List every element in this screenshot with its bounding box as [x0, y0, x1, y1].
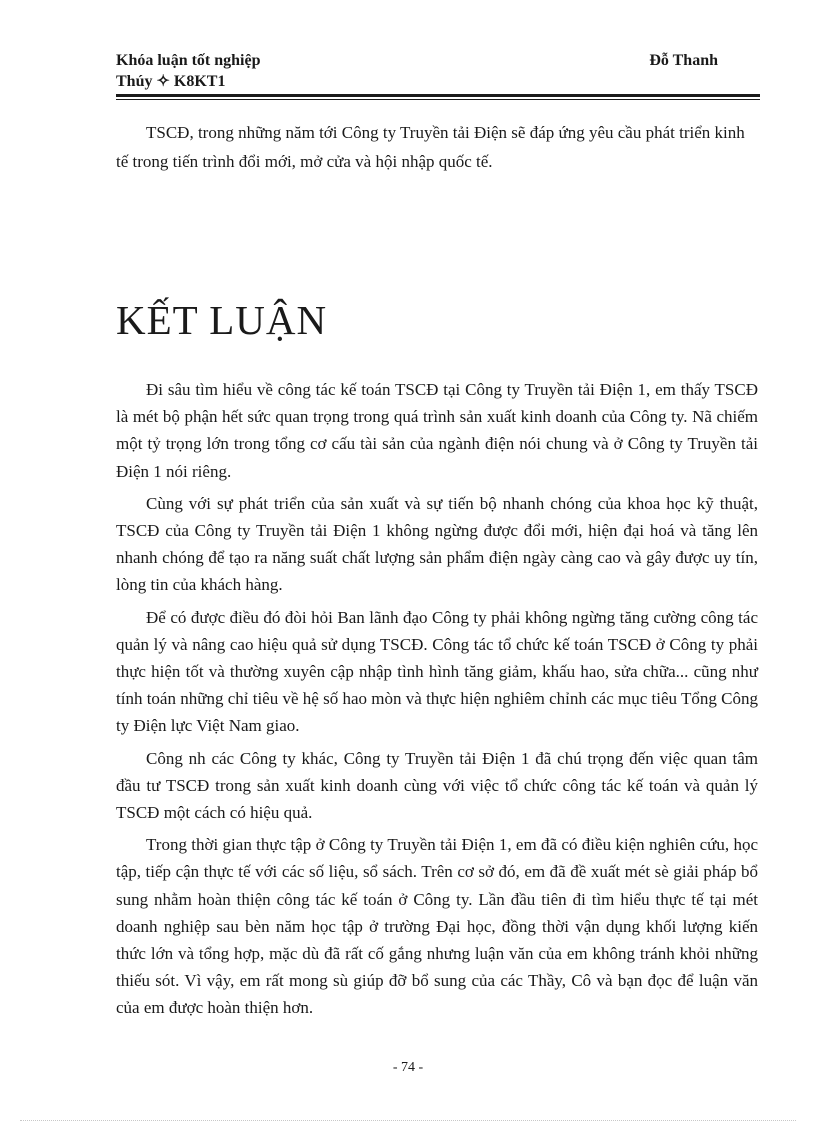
conclusion-body: [116, 376, 758, 1027]
page-header: [116, 50, 760, 92]
header-author-first: Đỗ Thanh: [649, 52, 718, 69]
paragraph-5: Trong thời gian thực tập ở Công ty Truyền tải Điện 1, em đã có điều kiện nghiên cứu, học tập, tiếp cận thực tế với các số liệu, sổ sách. Trên cơ sở đó, em đã đề xuất mét sè giải pháp bổ sung nhằm hoàn thiện công tác kế toán ở Công ty. Lần đầu tiên đi tìm hiểu thực tế tại mét doanh nghiệp sau bèn năm học tập ở trường Đại học, đồng thời vận dụng khối lượng kiến thức lớn và tổng hợp, mặc dù đã rất cố gắng nhưng luận văn của em không tránh khỏi những thiếu sót. Vì vậy, em rất mong sù giúp đỡ bổ sung của các Thầy, Cô và bạn đọc để luận văn của em được hoàn thiện hơn.: [116, 835, 758, 1018]
header-author-last: Thúy ✧ K8KT1: [116, 73, 226, 90]
paragraph-4: Công nh các Công ty khác, Công ty Truyền tải Điện 1 đã chú trọng đến việc quan tâm đầu tư TSCĐ trong sản xuất kinh doanh cùng với việc tổ chức công tác kế toán và quản lý TSCĐ một cách có hiệu quả.: [116, 748, 758, 823]
header-title: Khóa luận tốt nghiệp: [116, 52, 261, 69]
paragraph-1: Đi sâu tìm hiểu về công tác kế toán TSCĐ tại Công ty Truyền tải Điện 1, em thấy TSCĐ là mét bộ phận hết sức quan trọng trong quá trình sản xuất kinh doanh của Công ty. Nã chiếm một tỷ trọng lớn trong tổng cơ cấu tài sản của ngành điện nói chung và ở Công ty Truyền tải Điện 1 nói riêng.: [116, 380, 758, 481]
section-title: KẾT LUẬN: [116, 297, 328, 343]
page-bottom-border: [20, 1120, 796, 1121]
header-rule-thin: [116, 99, 760, 100]
intro-paragraph: [116, 118, 758, 176]
paragraph-2: Cùng với sự phát triển của sản xuất và sự tiến bộ nhanh chóng của khoa học kỹ thuật, TSCĐ của Công ty Truyền tải Điện 1 không ngừng được đổi mới, hiện đại hoá và tăng lên nhanh chóng để tạo ra năng suất chất lượng sản phẩm điện ngày càng cao và gây được uy tín, lòng tin của khách hàng.: [116, 493, 758, 595]
paragraph-3: Để có được điều đó đòi hỏi Ban lãnh đạo Công ty phải không ngừng tăng cường công tác quản lý và nâng cao hiệu quả sử dụng TSCĐ. Công tác tổ chức kế toán TSCĐ ở Công ty phải thực hiện tốt và thường xuyên cập nhập tình hình tăng giảm, khấu hao, sửa chữa... cũng như tính toán những chỉ tiêu về hệ số hao mòn và thực hiện nghiêm chỉnh các mục tiêu Tổng Công ty Điện lực Việt Nam giao.: [116, 607, 758, 736]
header-row: [116, 50, 760, 71]
page-number: - 74 -: [392, 1060, 424, 1075]
header-rule-thick: [116, 94, 760, 97]
intro-text: TSCĐ, trong những năm tới Công ty Truyền tải Điện sẽ đáp ứng yêu cầu phát triển kinh tế trong tiến trình đổi mới, mở cửa và hội nhập quốc tế.: [116, 123, 745, 171]
